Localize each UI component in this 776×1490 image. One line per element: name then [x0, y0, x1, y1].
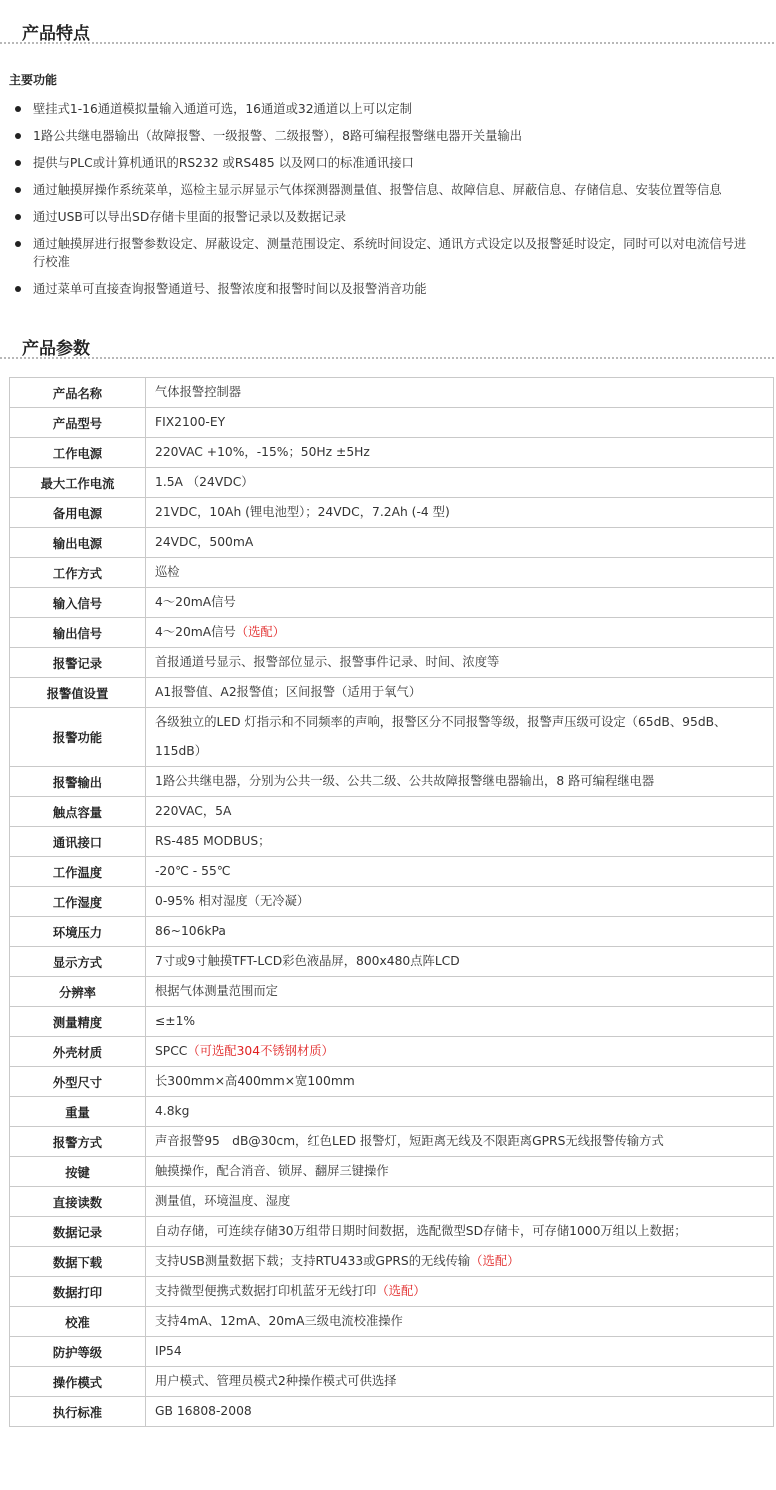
param-value-text: 用户模式、管理员模式2种操作模式可供选择	[155, 1374, 397, 1388]
param-row	[10, 917, 774, 947]
param-value	[146, 438, 774, 468]
param-value	[146, 498, 774, 528]
param-key: 产品型号	[10, 408, 146, 438]
param-key: 最大工作电流	[10, 468, 146, 498]
param-value	[146, 1277, 774, 1307]
feature-item: 通过菜单可直接查询报警通道号、报警浓度和报警时间以及报警消音功能	[14, 280, 758, 298]
param-value	[146, 1367, 774, 1397]
param-row	[10, 648, 774, 678]
param-value	[146, 947, 774, 977]
param-row	[10, 1097, 774, 1127]
param-value-text: 4～20mA信号	[155, 625, 236, 639]
param-value-text: 4.8kg	[155, 1104, 190, 1118]
params-title: 产品参数	[22, 339, 90, 359]
param-value-text: GB 16808-2008	[155, 1404, 252, 1418]
param-row	[10, 678, 774, 708]
param-value	[146, 408, 774, 438]
param-value	[146, 857, 774, 887]
param-note: （选配）	[470, 1254, 520, 1268]
param-key: 输出信号	[10, 618, 146, 648]
param-key: 重量	[10, 1097, 146, 1127]
param-value	[146, 1187, 774, 1217]
param-row	[10, 468, 774, 498]
param-row	[10, 438, 774, 468]
param-key: 数据记录	[10, 1217, 146, 1247]
param-key: 外型尺寸	[10, 1067, 146, 1097]
param-note: （选配）	[376, 1284, 426, 1298]
param-value	[146, 528, 774, 558]
param-value-text: 1.5A （24VDC）	[155, 475, 254, 489]
param-value-text: 巡检	[155, 565, 180, 579]
param-value-text: 1路公共继电器，分别为公共一级、公共二级、公共故障报警继电器输出，8 路可编程继电器	[155, 774, 655, 788]
param-key: 显示方式	[10, 947, 146, 977]
param-value-text: 86~106kPa	[155, 924, 226, 938]
param-key: 执行标准	[10, 1397, 146, 1427]
param-key: 环境压力	[10, 917, 146, 947]
param-value-text: 支持4mA、12mA、20mA三级电流校准操作	[155, 1314, 403, 1328]
param-row	[10, 1157, 774, 1187]
param-row	[10, 618, 774, 648]
param-row	[10, 1397, 774, 1427]
param-value	[146, 1247, 774, 1277]
param-key: 报警记录	[10, 648, 146, 678]
param-key: 输出电源	[10, 528, 146, 558]
feature-item: 通过触摸屏进行报警参数设定、屏蔽设定、测量范围设定、系统时间设定、通讯方式设定以及报警延时设定，同时可以对电流信号进行校准	[14, 235, 758, 271]
param-row	[10, 498, 774, 528]
param-value	[146, 887, 774, 917]
param-note: （选配）	[235, 625, 285, 639]
param-value	[146, 1127, 774, 1157]
param-key: 分辨率	[10, 977, 146, 1007]
params-header	[0, 315, 774, 359]
param-key: 数据打印	[10, 1277, 146, 1307]
param-value	[146, 1337, 774, 1367]
param-value	[146, 1157, 774, 1187]
param-row	[10, 558, 774, 588]
features-header	[0, 0, 774, 44]
param-value-text: 各级独立的LED 灯指示和不同频率的声响，报警区分不同报警等级，报警声压级可设定（65dB、95dB、115dB）	[155, 715, 727, 758]
param-key: 工作方式	[10, 558, 146, 588]
param-note: （可选配304不锈钢材质）	[187, 1044, 334, 1058]
param-value	[146, 378, 774, 408]
param-value-text: SPCC	[155, 1044, 188, 1058]
param-value	[146, 558, 774, 588]
param-row	[10, 1247, 774, 1277]
features-list	[0, 100, 758, 298]
param-row	[10, 1367, 774, 1397]
params-table	[9, 377, 774, 1427]
param-value-text: 声音报警95 dB@30cm，红色LED 报警灯，短距离无线及不限距离GPRS无线报警传输方式	[155, 1134, 664, 1148]
param-value-text: 自动存储，可连续存储30万组带日期时间数据，选配微型SD存储卡，可存储1000万组以上数据；	[155, 1224, 687, 1238]
feature-item: 1路公共继电器输出（故障报警、一级报警、二级报警），8路可编程报警继电器开关量输出	[14, 127, 758, 145]
param-value-text: 220VAC，5A	[155, 804, 232, 818]
param-value-text: 21VDC，10Ah (锂电池型）；24VDC，7.2Ah (-4 型)	[155, 505, 450, 519]
features-title: 产品特点	[22, 24, 90, 44]
param-row	[10, 588, 774, 618]
param-value-text: 支持微型便携式数据打印机蓝牙无线打印	[155, 1284, 377, 1298]
param-key: 输入信号	[10, 588, 146, 618]
param-key: 防护等级	[10, 1337, 146, 1367]
param-value-text: 0-95% 相对湿度（无冷凝）	[155, 894, 310, 908]
param-value	[146, 767, 774, 797]
param-key: 报警值设置	[10, 678, 146, 708]
param-row	[10, 827, 774, 857]
param-value-text: 触摸操作，配合消音、锁屏、翻屏三键操作	[155, 1164, 389, 1178]
param-key: 报警功能	[10, 708, 146, 767]
param-key: 触点容量	[10, 797, 146, 827]
param-value	[146, 827, 774, 857]
param-row	[10, 977, 774, 1007]
param-key: 工作温度	[10, 857, 146, 887]
param-row	[10, 1067, 774, 1097]
param-row	[10, 857, 774, 887]
param-row	[10, 1037, 774, 1067]
param-row	[10, 1127, 774, 1157]
param-row	[10, 408, 774, 438]
param-value-text: A1报警值、A2报警值；区间报警（适用于氧气）	[155, 685, 422, 699]
param-value	[146, 1307, 774, 1337]
param-value-text: 长300mm×高400mm×宽100mm	[155, 1074, 355, 1088]
param-key: 校准	[10, 1307, 146, 1337]
param-row	[10, 1307, 774, 1337]
param-row	[10, 378, 774, 408]
param-key: 外壳材质	[10, 1037, 146, 1067]
param-key: 按键	[10, 1157, 146, 1187]
param-value-text: 4～20mA信号	[155, 595, 236, 609]
param-value-text: RS-485 MODBUS；	[155, 834, 271, 848]
param-value-text: 测量值，环境温度、湿度	[155, 1194, 291, 1208]
param-row	[10, 708, 774, 767]
param-value	[146, 708, 774, 767]
feature-item: 提供与PLC或计算机通讯的RS232 或RS485 以及网口的标准通讯接口	[14, 154, 758, 172]
param-key: 通讯接口	[10, 827, 146, 857]
param-key: 工作电源	[10, 438, 146, 468]
param-row	[10, 1187, 774, 1217]
param-key: 操作模式	[10, 1367, 146, 1397]
param-value	[146, 678, 774, 708]
param-value	[146, 977, 774, 1007]
param-value	[146, 618, 774, 648]
param-key: 备用电源	[10, 498, 146, 528]
param-row	[10, 1217, 774, 1247]
param-value	[146, 468, 774, 498]
param-value-text: 220VAC +10%，-15%；50Hz ±5Hz	[155, 445, 370, 459]
param-key: 数据下载	[10, 1247, 146, 1277]
param-value-text: ≤±1%	[155, 1014, 196, 1028]
param-key: 报警方式	[10, 1127, 146, 1157]
param-value-text: 7寸或9寸触摸TFT-LCD彩色液晶屏，800x480点阵LCD	[155, 954, 460, 968]
param-value	[146, 1037, 774, 1067]
main-functions-label: 主要功能	[9, 73, 58, 87]
param-value	[146, 1217, 774, 1247]
param-key: 工作湿度	[10, 887, 146, 917]
param-row	[10, 887, 774, 917]
param-value	[146, 1007, 774, 1037]
param-row	[10, 1337, 774, 1367]
param-value	[146, 917, 774, 947]
param-row	[10, 767, 774, 797]
param-value	[146, 797, 774, 827]
param-value	[146, 588, 774, 618]
feature-item: 通过USB可以导出SD存储卡里面的报警记录以及数据记录	[14, 208, 758, 226]
param-row	[10, 947, 774, 977]
param-row	[10, 1007, 774, 1037]
param-value-text: IP54	[155, 1344, 182, 1358]
param-key: 产品名称	[10, 378, 146, 408]
param-value	[146, 1397, 774, 1427]
param-value	[146, 1067, 774, 1097]
param-value-text: 支持USB测量数据下载；支持RTU433或GPRS的无线传输	[155, 1254, 471, 1268]
param-key: 测量精度	[10, 1007, 146, 1037]
param-row	[10, 1277, 774, 1307]
param-row	[10, 797, 774, 827]
feature-item: 通过触摸屏操作系统菜单，巡检主显示屏显示气体探测器测量值、报警信息、故障信息、屏蔽信息、存储信息、安装位置等信息	[14, 181, 758, 199]
param-value-text: FIX2100-EY	[155, 415, 226, 429]
param-value	[146, 1097, 774, 1127]
param-value-text: 首报通道号显示、报警部位显示、报警事件记录、时间、浓度等	[155, 655, 500, 669]
param-row	[10, 528, 774, 558]
param-key: 报警输出	[10, 767, 146, 797]
param-value	[146, 648, 774, 678]
param-key: 直接读数	[10, 1187, 146, 1217]
param-value-text: 根据气体测量范围而定	[155, 984, 278, 998]
param-value-text: 24VDC，500mA	[155, 535, 254, 549]
param-value-text: -20℃ - 55℃	[155, 864, 231, 878]
feature-item: 壁挂式1-16通道模拟量输入通道可选，16通道或32通道以上可以定制	[14, 100, 758, 118]
param-value-text: 气体报警控制器	[155, 385, 242, 399]
